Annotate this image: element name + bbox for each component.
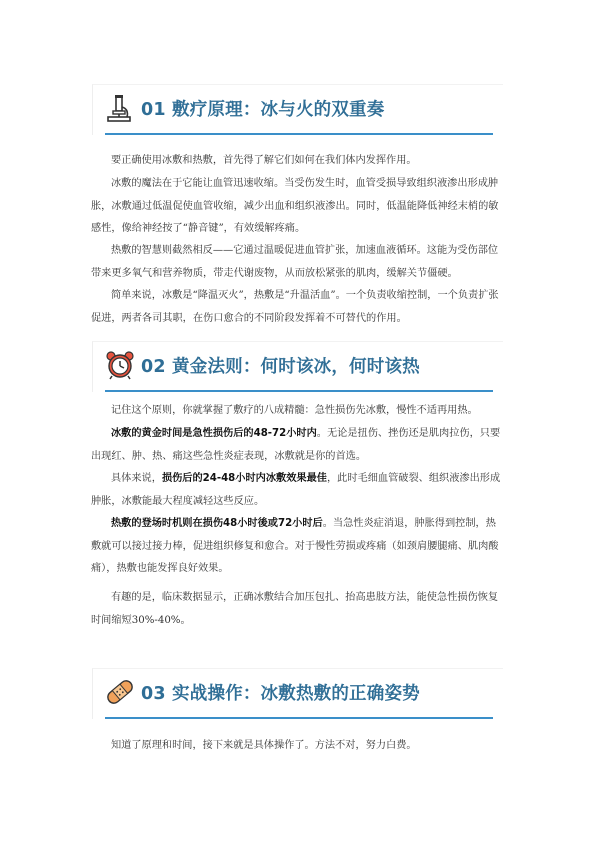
section-2-title: 02 黄金法则：何时该冰，何时该热 — [141, 357, 420, 377]
section-2-paragraph: 记住这个原则，你就掌握了敷疗的八成精髓：急性损伤先冰敷，慢性不适再用热。 — [111, 405, 478, 416]
section-2-divider — [105, 390, 493, 392]
section-3-divider — [105, 717, 493, 719]
section-3-title: 03 实战操作：冰敷热敷的正确姿势 — [141, 684, 420, 704]
section-1-paragraph: 要正确使用冰敷和热敷，首先得了解它们如何在我们体内发挥作用。 — [111, 155, 417, 166]
alarm-clock-icon — [105, 350, 135, 380]
section-2-paragraph: 冰敷的黄金时间是急性损伤后的48-72小时内。无论是扭伤、挫伤还是肌肉拉伤，只要出现红、肿、热、痛这些急性炎症表现，冰敷就是你的首选。 — [91, 428, 501, 462]
section-2-paragraph: 热敷的登场时机则在损伤48小时後或72小时后。当急性炎症消退，肿胀得到控制，热敷就可以接过接力棒，促进组织修复和愈合。对于慢性劳损或疼痛（如颈肩腰腿痛、肌肉酸痛），热敷也能发挥良好效果。 — [91, 518, 499, 574]
section-2-header — [92, 341, 503, 392]
section-1-title: 01 敷疗原理：冰与火的双重奏 — [141, 100, 385, 120]
section-1-header — [92, 84, 503, 135]
section-1-paragraph: 热敷的智慧则截然相反——它通过温暖促进血管扩张，加速血液循环。这能为受伤部位带来更多氧气和营养物质，带走代谢废物，从而放松紧张的肌肉，缓解关节僵硬。 — [91, 245, 499, 279]
section-3-header — [92, 668, 503, 719]
section-1-divider — [105, 133, 493, 135]
section-1-paragraph: 冰敷的魔法在于它能让血管迅速收缩。当受伤发生时，血管受损导致组织液渗出形成肿胀，冰敷通过低温促使血管收缩，减少出血和组织液渗出。同时，低温能降低神经末梢的敏感性，像给神经按了“静音键”，有效缓解疼痛。 — [91, 178, 499, 234]
section-3-paragraph: 知道了原理和时间，接下来就是具体操作了。方法不对，努力白费。 — [111, 740, 417, 751]
microscope-icon — [105, 93, 135, 123]
bandage-icon — [105, 677, 135, 707]
section-2-paragraph: 有趣的是，临床数据显示，正确冰敷结合加压包扎、抬高患肢方法，能使急性损伤恢复时间缩短30%-40%。 — [91, 592, 499, 626]
section-1-paragraph: 简单来说，冰敷是“降温灭火”，热敷是“升温活血”。一个负责收缩控制，一个负责扩张促进，两者各司其职，在伤口愈合的不同阶段发挥着不可替代的作用。 — [91, 290, 499, 324]
section-2-paragraph: 具体来说，损伤后的24-48小时内冰敷效果最佳，此时毛细血管破裂、组织液渗出形成肿胀，冰敷能最大程度减轻这些反应。 — [91, 473, 501, 507]
